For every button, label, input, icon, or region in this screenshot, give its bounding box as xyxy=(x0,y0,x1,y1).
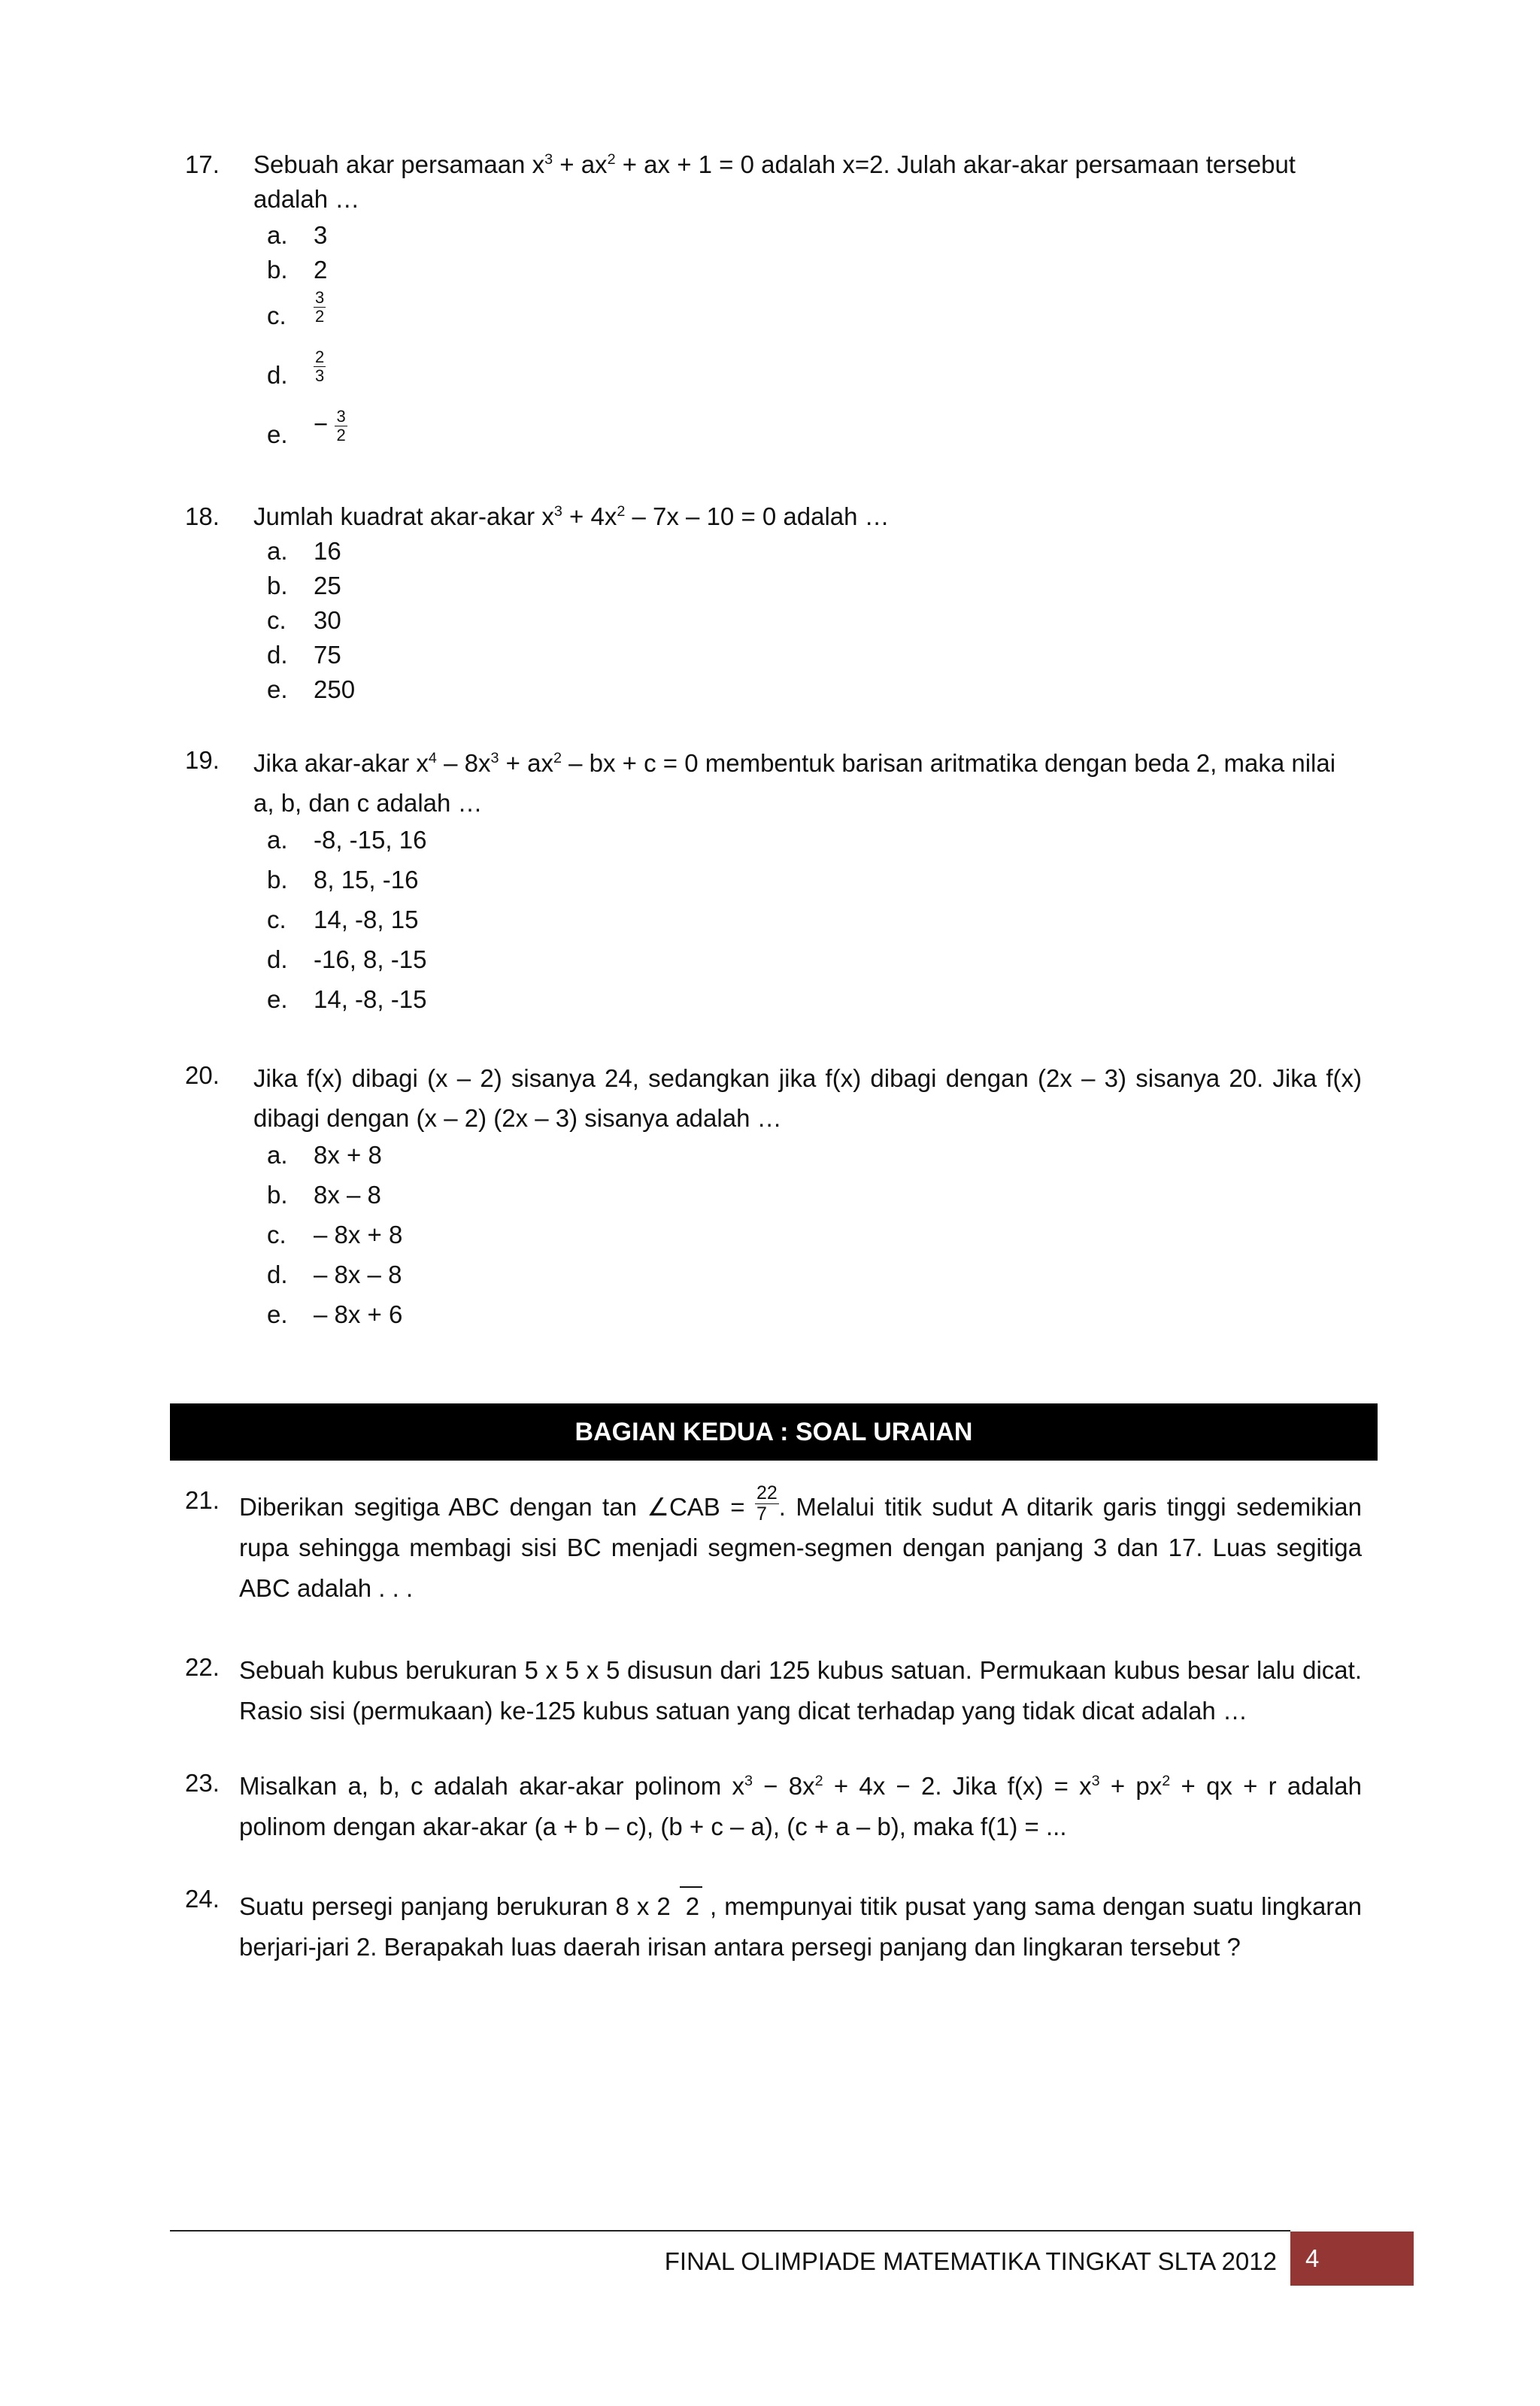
question-21-number: 21. xyxy=(185,1486,220,1514)
question-17-text: Sebuah akar persamaan $x^3 + ax^2$ + ax + 1 = 0 adalah x=2. Julah akar-akar persamaan tersebut adalah … xyxy=(253,150,1296,213)
footer-divider xyxy=(170,2230,1290,2232)
question-23-text: Misalkan a, b, c adalah akar-akar polinom $x^3 - 8x^2 + 4x - 2$. Jika $f(x) = x^3 + px^2$ + qx + r adalah polinom dengan akar-akar (a + b – c), (b + c – a), (c + a – b), maka f(1) = ... xyxy=(239,1772,1363,1840)
footer-title: FINAL OLIMPIADE MATEMATIKA TINGKAT SLTA 2012 xyxy=(664,2247,1277,2275)
page-number: 4 xyxy=(1290,2232,1414,2286)
fraction: $\frac{22}{7}$ xyxy=(756,1482,778,1525)
question-18-number: 18. xyxy=(185,502,220,530)
question-23-number: 23. xyxy=(185,1769,220,1797)
question-24-number: 24. xyxy=(185,1885,220,1913)
fraction: $\frac{3}{2}$ xyxy=(336,406,346,444)
question-17-number: 17. xyxy=(185,150,220,178)
question-20-text: Jika f(x) dibagi (x – 2) sisanya 24, sedangkan jika f(x) dibagi dengan (2x – 3) sisanya 20. Jika f(x) dibagi dengan (x – 2) (2x – 3) sisanya adalah … xyxy=(253,1064,1362,1132)
question-20-number: 20. xyxy=(185,1061,220,1089)
question-22-text: Sebuah kubus berukuran 5 x 5 x 5 disusun dari 125 kubus satuan. Permukaan kubus besar lalu dicat. Rasio sisi (permukaan) ke-125 kubus satuan yang dicat terhadap yang tidak dicat adalah … xyxy=(239,1656,1362,1725)
section-heading: BAGIAN KEDUA : SOAL URAIAN xyxy=(170,1403,1378,1461)
question-19-text: Jika akar-akar $x^4 - 8x^3 + ax^2$ – bx + c = 0 membentuk barisan aritmatika dengan beda 2, maka nilai a, b, dan c adalah … xyxy=(253,749,1336,817)
square-root: 2 xyxy=(683,1886,702,1927)
fraction: $\frac{3}{2}$ xyxy=(315,287,325,326)
question-24-text: Suatu persegi panjang berukuran 8 x 2 2 , mempunyai titik pusat yang sama dengan suatu lingkaran berjari-jari 2. Berapakah luas daerah irisan antara persegi panjang dan lingkaran tersebut ? xyxy=(239,1886,1362,1968)
fraction: $\frac{2}{3}$ xyxy=(315,347,325,385)
question-21-text: Diberikan segitiga ABC dengan tan ∠CAB = $\frac{22}{7}$ . Melalui titik sudut A ditarik garis tinggi sedemikian rupa sehingga membagi sisi BC menjadi segmen-segmen dengan panjang 3 dan 17. Luas segitiga ABC adalah . . . xyxy=(239,1482,1362,1602)
question-22-number: 22. xyxy=(185,1653,220,1681)
question-19-number: 19. xyxy=(185,746,220,774)
question-18-text: Jumlah kuadrat akar-akar $x^3 + 4x^2 - 7x - 10 = 0$ adalah … xyxy=(253,502,890,530)
